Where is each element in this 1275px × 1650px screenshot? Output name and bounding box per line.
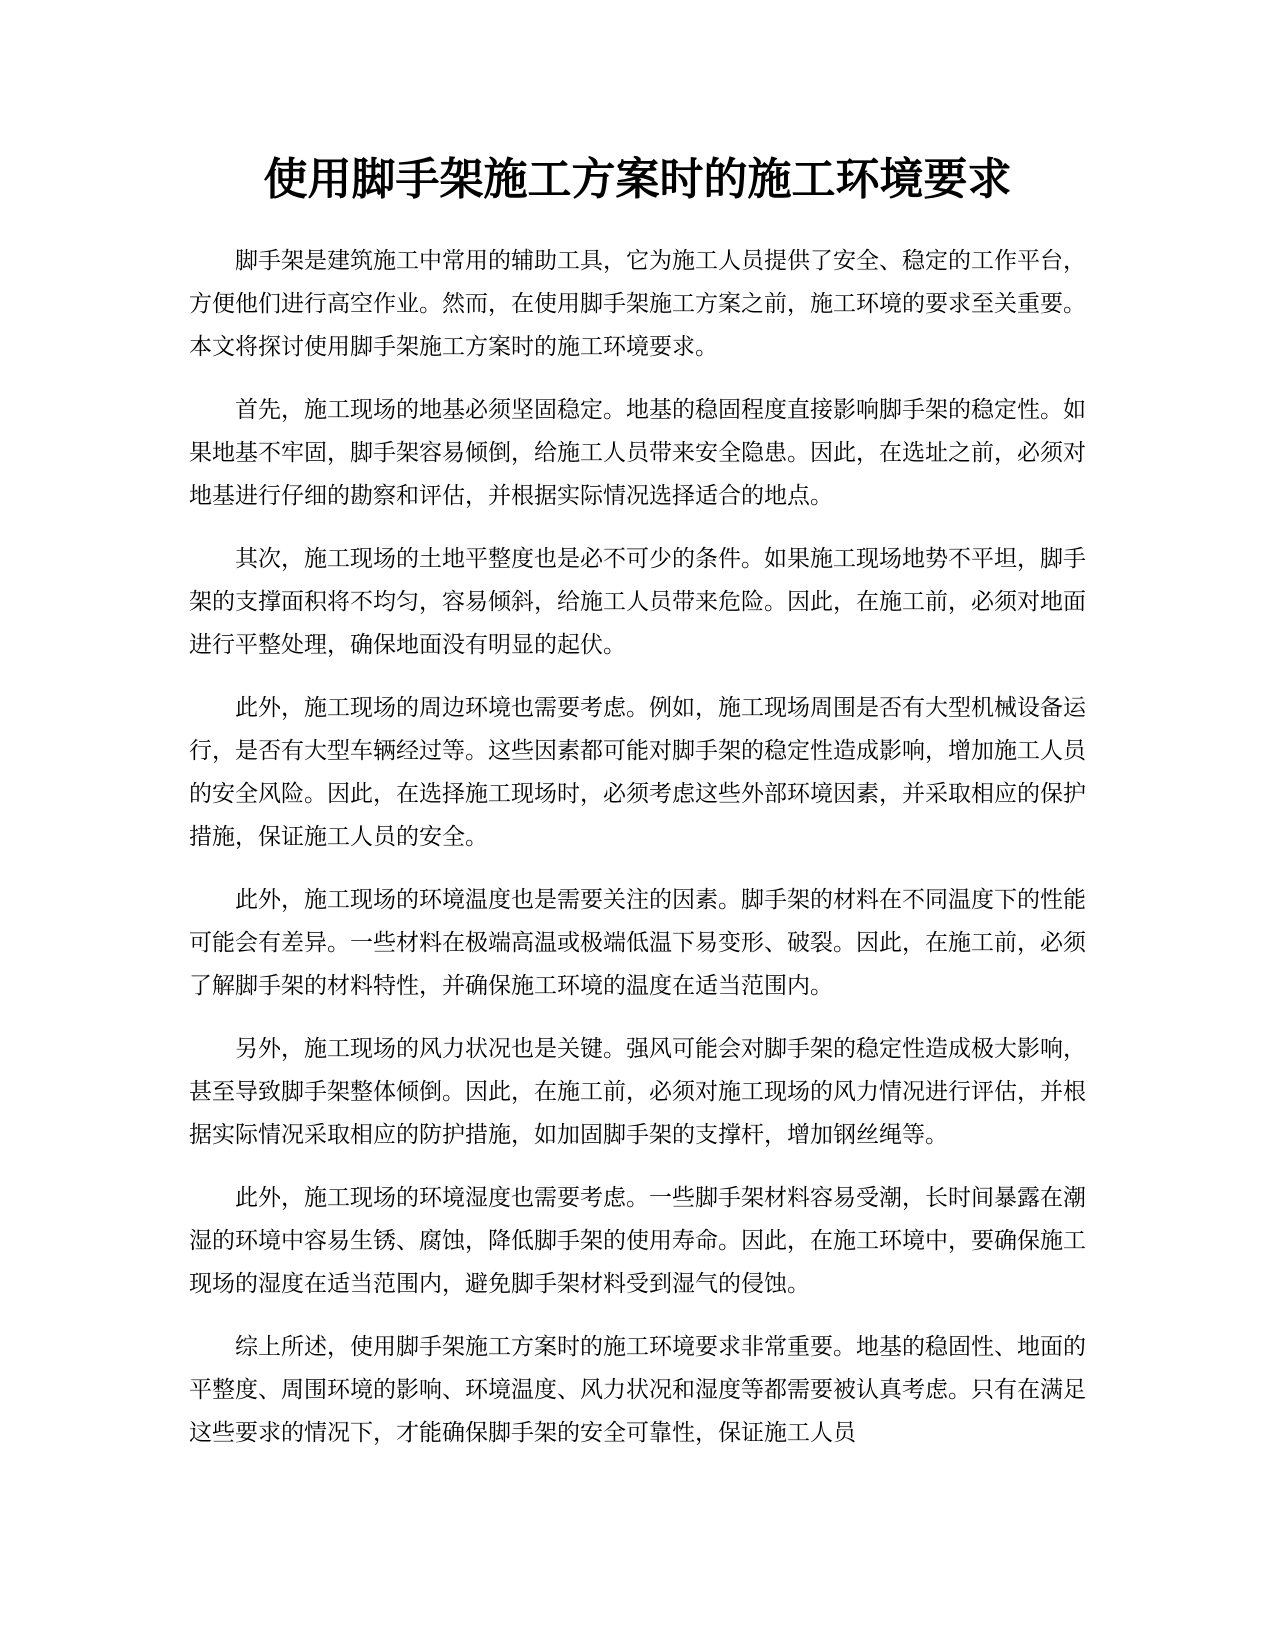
paragraph-wind: 另外，施工现场的风力状况也是关键。强风可能会对脚手架的稳定性造成极大影响，甚至导致脚手架整体倾倒。因此，在施工前，必须对施工现场的风力情况进行评估，并根据实际情况采取相应的防护措施，如加固脚手架的支撑杆，增加钢丝绳等。 [189,1036,1086,1148]
paragraph-flatness: 其次，施工现场的土地平整度也是必不可少的条件。如果施工现场地势不平坦，脚手架的支撑面积将不均匀，容易倾斜，给施工人员带来危险。因此，在施工前，必须对地面进行平整处理，确保地面没有明显的起伏。 [189,546,1086,658]
paragraph-conclusion: 综上所述，使用脚手架施工方案时的施工环境要求非常重要。地基的稳固性、地面的平整度、周围环境的影响、环境温度、风力状况和湿度等都需要被认真考虑。只有在满足这些要求的情况下，才能确保脚手架的安全可靠性，保证施工人员 [189,1334,1086,1446]
paragraph-intro: 脚手架是建筑施工中常用的辅助工具，它为施工人员提供了安全、稳定的工作平台，方便他们进行高空作业。然而，在使用脚手架施工方案之前，施工环境的要求至关重要。本文将探讨使用脚手架施工方案时的施工环境要求。 [189,248,1086,360]
document-title: 使用脚手架施工方案时的施工环境要求 [263,154,1012,205]
paragraph-humidity: 此外，施工现场的环境湿度也需要考虑。一些脚手架材料容易受潮，长时间暴露在潮湿的环境中容易生锈、腐蚀，降低脚手架的使用寿命。因此，在施工环境中，要确保施工现场的湿度在适当范围内，避免脚手架材料受到湿气的侵蚀。 [189,1185,1086,1297]
document-body [189,240,1086,1475]
paragraph-foundation: 首先，施工现场的地基必须坚固稳定。地基的稳固程度直接影响脚手架的稳定性。如果地基不牢固，脚手架容易倾倒，给施工人员带来安全隐患。因此，在选址之前，必须对地基进行仔细的勘察和评估，并根据实际情况选择适合的地点。 [189,397,1086,509]
paragraph-temperature: 此外，施工现场的环境温度也是需要关注的因素。脚手架的材料在不同温度下的性能可能会有差异。一些材料在极端高温或极端低温下易变形、破裂。因此，在施工前，必须了解脚手架的材料特性，并确保施工环境的温度在适当范围内。 [189,887,1086,999]
paragraph-surroundings: 此外，施工现场的周边环境也需要考虑。例如，施工现场周围是否有大型机械设备运行，是否有大型车辆经过等。这些因素都可能对脚手架的稳定性造成影响，增加施工人员的安全风险。因此，在选择施工现场时，必须考虑这些外部环境因素，并采取相应的保护措施，保证施工人员的安全。 [189,695,1086,850]
